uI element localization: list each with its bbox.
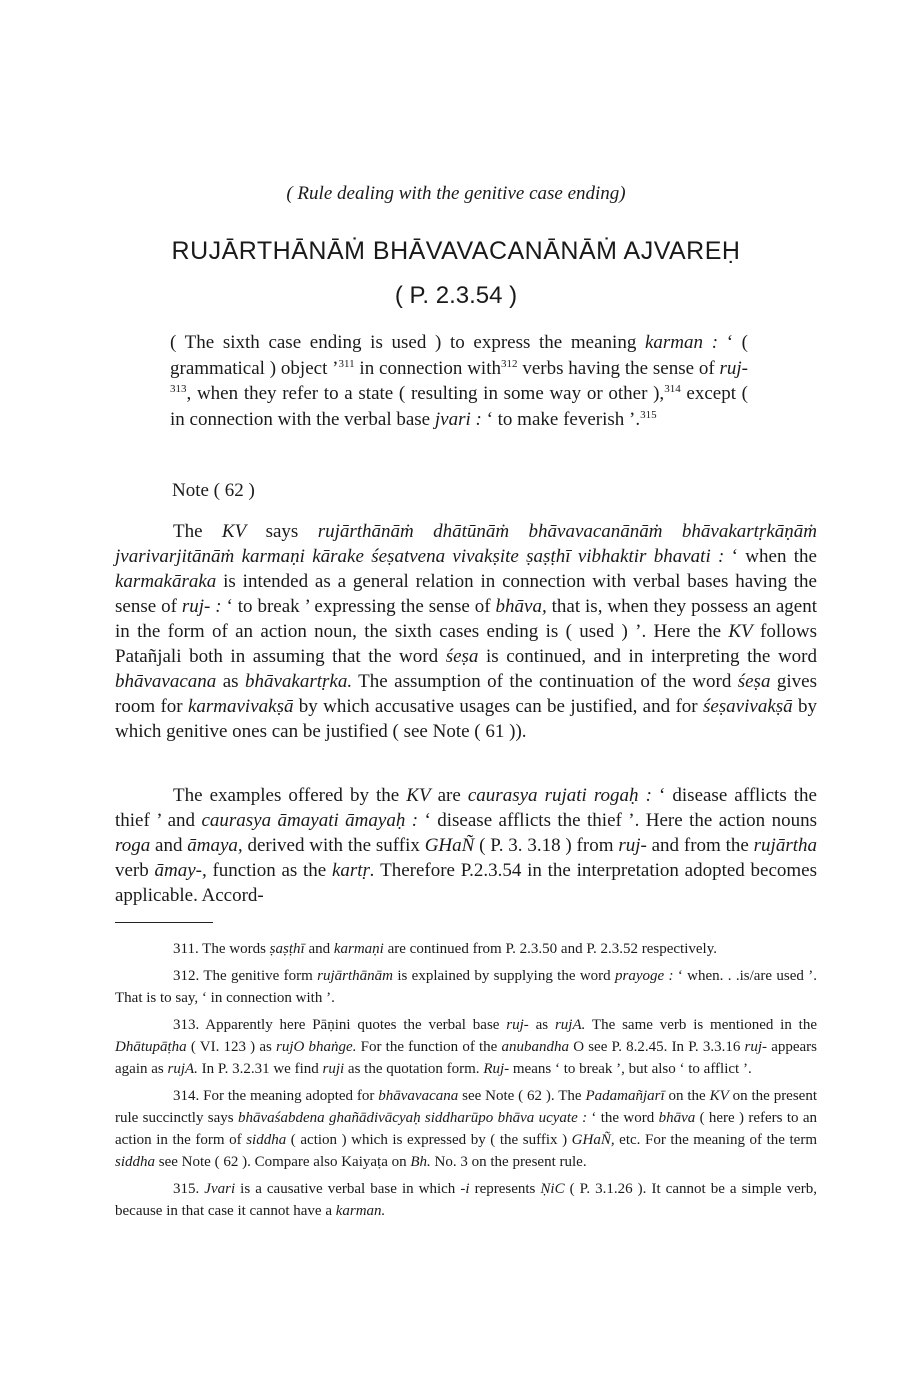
note-paragraph-1: The KV says rujārthānāṁ dhātūnāṁ bhāvavacanānāṁ bhāvakartṛkāṇāṁ jvarivarjitānāṁ karmaṇi kārake śeṣatvena vivakṣite ṣaṣṭhī vibhaktir bhavati : ‘ when the karmakāraka is intended as a general relation in connection with verbal bases having the sense of ruj- : ‘ to break ’ expressing the sense of bhāva, that is, when they possess an agent in the form of an action noun, the sixth cases ending is ( used ) ’. Here the KV follows Patañjali both in assuming that the word śeṣa is continued, and in interpreting the word bhāvavacana as bhāvakartṛka. The assumption of the continuation of the word śeṣa gives room for karmavivakṣā by which accusative usages can be justified, and for śeṣavivakṣā by which genitive ones can be justified ( see Note ( 61 )).: [115, 521, 818, 742]
footnote-315: 315. Jvari is a causative verbal base in which -i represents ṆiC ( P. 3.1.26 ). It cannot be a simple verb, because in that case it cannot have a karman.: [115, 1181, 818, 1219]
footnote-312: 312. The genitive form rujārthānām is explained by supplying the word prayoge : ‘ when. . .is/are used ’. That is to say, ‘ in connection with ’.: [115, 968, 817, 1006]
footnote-314: 314. For the meaning adopted for bhāvavacana see Note ( 62 ). The Padamañjarī on the KV on the present rule succinctly says bhāvaśabdena ghañādivācyaḥ siddharūpo bhāva ucyate : ‘ the word bhāva ( here ) refers to an action in the form of siddha ( action ) which is expressed by ( the suffix ) GHaÑ, etc. For the meaning of the term siddha see Note ( 62 ). Compare also Kaiyaṭa on Bh. No. 3 on the present rule.: [115, 1088, 818, 1170]
footnote-divider: [115, 922, 213, 923]
footnote-311: 311. The words ṣaṣṭhī and karmaṇi are continued from P. 2.3.50 and P. 2.3.52 respectively.: [173, 941, 717, 957]
footnote-313: 313. Apparently here Pāṇini quotes the verbal base ruj- as rujA. The same verb is mentioned in the Dhātupāṭha ( VI. 123 ) as rujO bhaṅge. For the function of the anubandha O see P. 8.2.45. In P. 3.3.16 ruj- appears again as rujA. In P. 3.2.31 we find ruji as the quotation form. Ruj- means ‘ to break ’, but also ‘ to afflict ’.: [115, 1017, 818, 1077]
note-paragraph-2: The examples offered by the KV are caurasya rujati rogaḥ : ‘ disease afflicts the thief ’ and caurasya āmayati āmayaḥ : ‘ disease afflicts the thief ’. Here the action nouns roga and āmaya, derived with the suffix GHaÑ ( P. 3. 3.18 ) from ruj- and from the rujārtha verb āmay-, function as the kartṛ. Therefore P.2.3.54 in the interpretation adopted becomes applicable. Accord-: [115, 785, 817, 906]
footnotes: [115, 938, 817, 1227]
rule-reference: ( P. 2.3.54 ): [394, 282, 518, 309]
footnote-ref-313[interactable]: 313: [170, 383, 187, 396]
footnote-ref-315[interactable]: 315: [640, 408, 657, 421]
footnote-ref-311[interactable]: 311: [338, 357, 355, 370]
footnote-ref-312[interactable]: 312: [501, 357, 518, 370]
section-subtitle: ( Rule dealing with the genitive case ending): [286, 183, 626, 204]
note-heading: Note ( 62 ): [172, 480, 255, 501]
footnote-ref-314[interactable]: 314: [664, 383, 681, 396]
rule-title: RUJĀRTHĀNĀṀ BHĀVAVACANĀNĀṀ AJVAREḤ: [171, 237, 741, 265]
rule-translation: ( The sixth case ending is used ) to express the meaning karman : ‘ ( grammatical ) object ’$^{311}$ in connection with$^{312}$ verbs having the sense of ruj-$^{313}$, when they refer to a state ( resulting in some way or other ),$^{314}$ except ( in connection with the verbal base jvari : ‘ to make feverish ’.$^{315}$: [170, 332, 749, 430]
